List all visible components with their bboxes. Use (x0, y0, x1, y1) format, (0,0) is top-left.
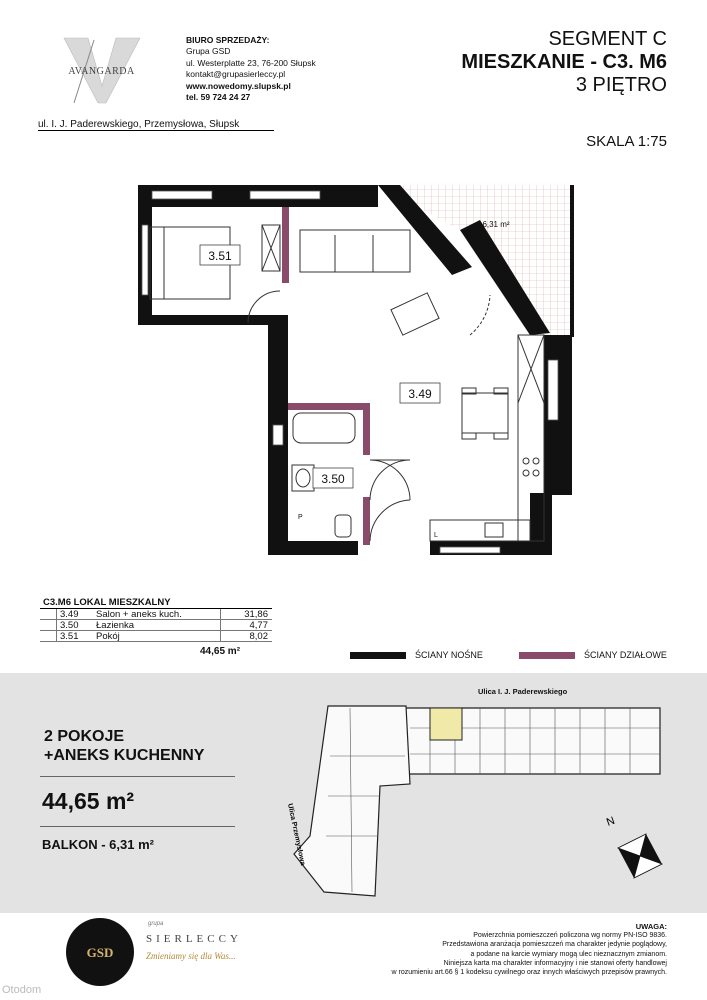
partition-walls (282, 207, 370, 545)
legend-partition-label: ŚCIANY DZIAŁOWE (584, 650, 667, 660)
legend-partition-swatch (519, 652, 575, 659)
entrance-door (370, 500, 410, 541)
bathtub (293, 413, 355, 443)
sink (485, 523, 503, 537)
address-underline (38, 130, 274, 131)
disclaimer-line: a podane na karcie wymiary mogą ulec nieznacznym zmianom. (470, 950, 667, 958)
legend-bearing-label: ŚCIANY NOŚNE (415, 650, 483, 660)
disclaimer-line: Przedstawiona aranżacja pomieszczeń ma charakter jedynie poglądowy, (442, 941, 667, 949)
avangarda-logo-text: AVANGARDA (68, 66, 135, 77)
room-number: 3.50 (56, 620, 96, 630)
gsd-logo (64, 916, 136, 988)
sales-email[interactable]: kontakt@grupasierleccy.pl (186, 69, 286, 80)
room-table-title: C3.M6 LOKAL MIESZKALNY (40, 597, 272, 609)
rooms-summary (44, 727, 204, 765)
room-name: Łazienka (96, 620, 135, 631)
bath-marker: P (298, 514, 303, 521)
room-label-bedroom: 3.51 (208, 249, 232, 263)
room-name: Pokój (96, 631, 120, 642)
bathroom-door (370, 460, 410, 500)
interior-lines (150, 225, 544, 541)
gsd-logo-text: GSD (86, 945, 114, 960)
street-label-paderewskiego: Ulica I. J. Paderewskiego (478, 687, 568, 696)
separator (40, 776, 235, 777)
disclaimer (307, 922, 667, 977)
disclaimer-line: Powierzchnia pomieszczeń policzona wg normy PN-ISO 9836. (473, 932, 667, 940)
dining-table (462, 393, 508, 433)
floor-plan (130, 175, 580, 570)
room-area: 4,77 (220, 620, 272, 630)
toilet (335, 515, 351, 537)
brand-sierleccy: SIERLECCY (146, 933, 242, 945)
legend-bearing-swatch (350, 652, 406, 659)
balcony-area-label: 6,31 m² (482, 220, 510, 229)
brand-slogan: Zmieniamy się dla Was... (146, 951, 236, 961)
sales-www[interactable]: www.nowedomy.slupsk.pl (186, 80, 291, 91)
room-name: Salon + aneks kuch. (96, 609, 182, 620)
room-number: 3.51 (56, 631, 96, 641)
table-row (40, 631, 272, 642)
rooms-line-1: 2 POKOJE (44, 728, 125, 745)
sofa (300, 230, 410, 272)
disclaimer-line: Niniejsza karta ma charakter informacyjny i nie stanowi oferty handlowej (443, 959, 667, 967)
segment-label: SEGMENT C (548, 28, 667, 50)
balcony-area: BALKON - 6,31 m² (42, 837, 154, 852)
disclaimer-title: UWAGA: (635, 922, 667, 931)
apartment-header (461, 28, 667, 97)
sales-title: BIURO SPRZEDAŻY: (186, 35, 270, 45)
armchair (391, 293, 439, 335)
room-table (40, 597, 272, 642)
compass-label: N (604, 814, 617, 829)
room-number: 3.49 (56, 609, 96, 619)
sales-company: Grupa GSD (186, 46, 231, 57)
room-area: 8,02 (220, 631, 272, 641)
separator (40, 826, 235, 827)
floor-label: 3 PIĘTRO (575, 74, 667, 96)
scale-label: SKALA 1:75 (586, 133, 667, 150)
investment-address: ul. I. J. Paderewskiego, Przemysłowa, Słupsk (38, 119, 240, 130)
brand-grupa: grupa (148, 921, 164, 927)
room-area: 31,86 (220, 609, 272, 619)
room-table-total: 44,65 m² (200, 646, 241, 657)
total-area: 44,65 m² (42, 788, 135, 814)
room-label-bathroom: 3.50 (321, 472, 345, 486)
compass-icon (618, 834, 662, 878)
table-row (40, 609, 272, 620)
street-label-przemyslowa: Ulica Przemysłowa (286, 802, 306, 867)
disclaimer-line: w rozumieniu art.66 § 1 kodeksu cywilnego oraz innych właściwych przepisów prawnych. (391, 969, 667, 977)
table-row (40, 620, 272, 631)
sales-phone: tel. 59 724 24 27 (186, 92, 251, 103)
room-label-living: 3.49 (408, 387, 432, 401)
apartment-highlight (430, 708, 462, 740)
sales-office (186, 35, 316, 103)
sales-address: ul. Westerplatte 23, 76-200 Słupsk (186, 57, 316, 68)
site-plan (270, 696, 670, 898)
kitchen-marker: L (434, 532, 438, 539)
watermark: Otodom (2, 984, 42, 996)
rooms-line-2: +ANEKS KUCHENNY (44, 747, 205, 764)
apartment-label: MIESZKANIE - C3. M6 (461, 51, 667, 73)
